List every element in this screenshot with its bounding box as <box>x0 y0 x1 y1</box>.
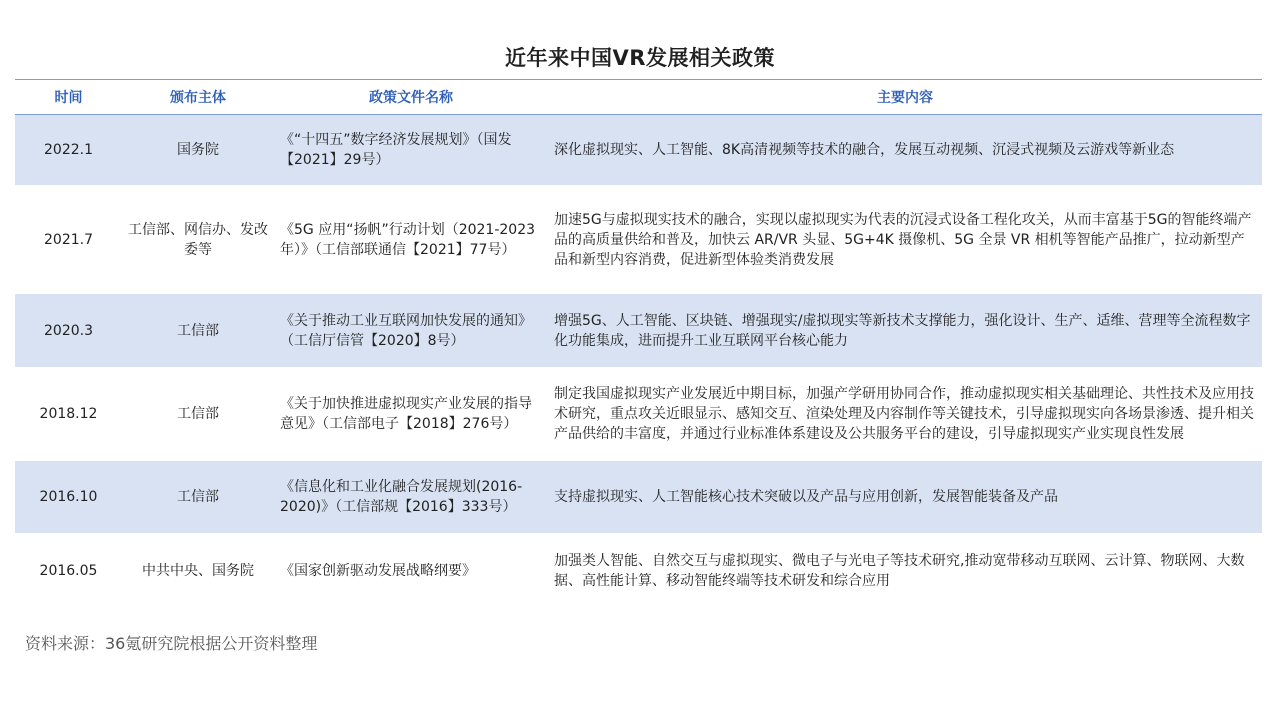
row-document: 《“十四五”数字经济发展规划》（国发【2021】29号） <box>274 115 548 186</box>
row-issuer: 国务院 <box>122 115 274 186</box>
row-document: 《关于加快推进虚拟现实产业发展的指导意见》（工信部电子【2018】276号） <box>274 368 548 461</box>
page-title: 近年来中国VR发展相关政策 <box>505 46 775 70</box>
row-time: 2021.7 <box>15 186 122 294</box>
row-issuer: 工信部 <box>122 294 274 368</box>
row-content: 增强5G、人工智能、区块链、增强现实/虚拟现实等新技术支撑能力，强化设计、生产、适维、营理等全流程数字化功能集成，进而提升工业互联网平台核心能力 <box>548 294 1262 368</box>
header-document: 政策文件名称 <box>274 80 548 115</box>
row-content: 加强类人智能、自然交互与虚拟现实、微电子与光电子等技术研究,推动宽带移动互联网、云计算、物联网、大数据、高性能计算、移动智能终端等技术研发和综合应用 <box>548 534 1262 608</box>
row-time: 2016.10 <box>15 461 122 534</box>
table-row <box>15 115 1262 186</box>
header-issuer: 颁布主体 <box>122 80 274 115</box>
table-row <box>15 294 1262 368</box>
row-issuer: 中共中央、国务院 <box>122 534 274 608</box>
row-time: 2020.3 <box>15 294 122 368</box>
row-content: 制定我国虚拟现实产业发展近中期目标，加强产学研用协同合作，推动虚拟现实相关基础理论、共性技术及应用技术研究，重点攻关近眼显示、感知交互、渲染处理及内容制作等关键技术，引导虚拟现实向各场景渗透、提升相关产品供给的丰富度，并通过行业标准体系建设及公共服务平台的建设，引导虚拟现实产业实现良性发展 <box>548 368 1262 461</box>
row-issuer: 工信部、网信办、发改委等 <box>122 186 274 294</box>
row-time: 2022.1 <box>15 115 122 186</box>
row-document: 《信息化和工业化融合发展规划(2016-2020)》（工信部规【2016】333号） <box>274 461 548 534</box>
table-header-row <box>15 80 1262 115</box>
row-content: 深化虚拟现实、人工智能、8K高清视频等技术的融合，发展互动视频、沉浸式视频及云游戏等新业态 <box>548 115 1262 186</box>
row-issuer: 工信部 <box>122 461 274 534</box>
table-row <box>15 534 1262 608</box>
table-row <box>15 186 1262 294</box>
header-content: 主要内容 <box>548 80 1262 115</box>
row-document: 《5G 应用“扬帆”行动计划（2021-2023 年）》（工信部联通信【2021】77号） <box>274 186 548 294</box>
row-time: 2016.05 <box>15 534 122 608</box>
source-note: 资料来源：36氪研究院根据公开资料整理 <box>25 634 318 653</box>
table-row <box>15 461 1262 534</box>
row-time: 2018.12 <box>15 368 122 461</box>
row-document: 《关于推动工业互联网加快发展的通知》（工信厅信管【2020】8号） <box>274 294 548 368</box>
row-content: 支持虚拟现实、人工智能核心技术突破以及产品与应用创新，发展智能装备及产品 <box>548 461 1262 534</box>
row-document: 《国家创新驱动发展战略纲要》 <box>274 534 548 608</box>
policy-table <box>15 79 1262 608</box>
row-issuer: 工信部 <box>122 368 274 461</box>
table-row <box>15 368 1262 461</box>
row-content: 加速5G与虚拟现实技术的融合，实现以虚拟现实为代表的沉浸式设备工程化攻关，从而丰富基于5G的智能终端产品的高质量供给和普及，加快云 AR/VR 头显、5G+4K 摄像机、5G 全景 VR 相机等智能产品推广，拉动新型产品和新型内容消费，促进新型体验类消费发展 <box>548 186 1262 294</box>
header-time: 时间 <box>15 80 122 115</box>
